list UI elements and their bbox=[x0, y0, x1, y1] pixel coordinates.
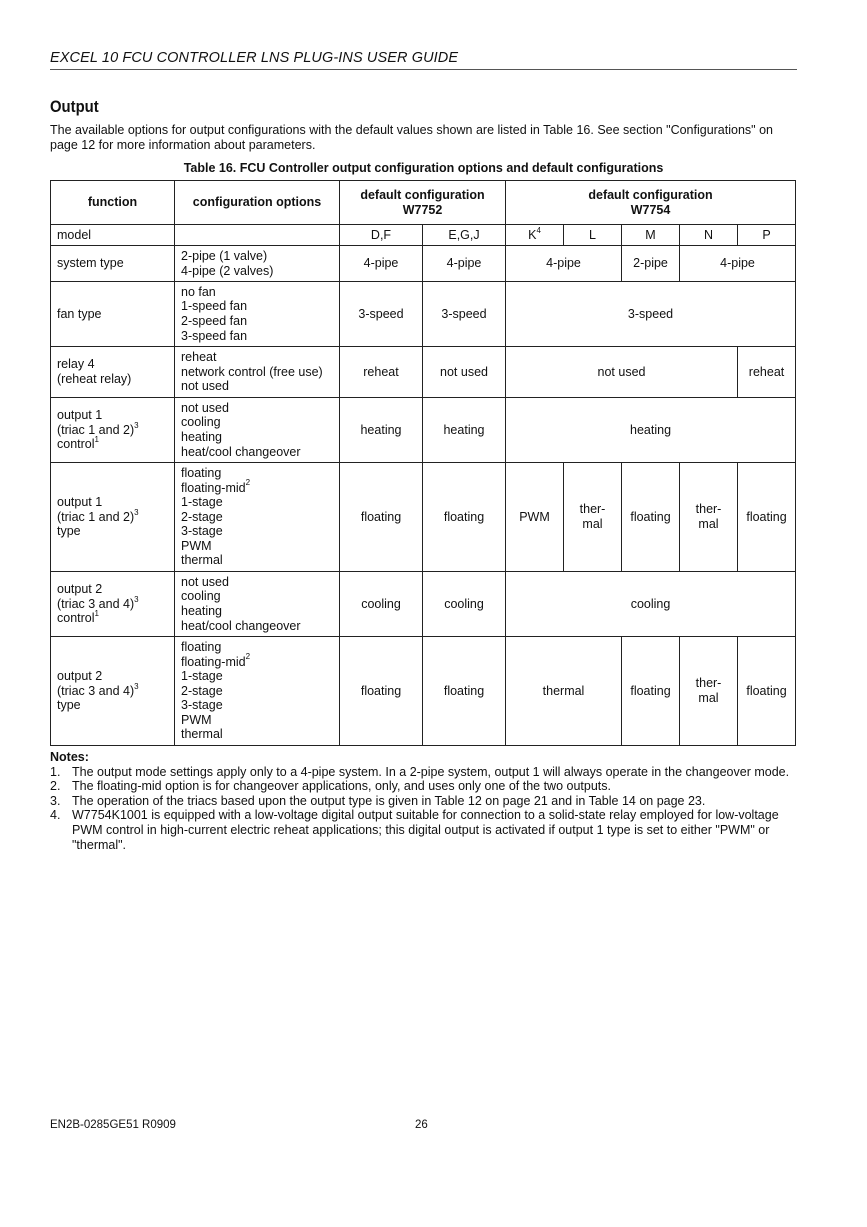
header-w7754-line2: W7754 bbox=[630, 202, 671, 217]
option-line: no fan bbox=[181, 284, 216, 299]
option-line: not used bbox=[181, 379, 229, 394]
option-text: floating-mid bbox=[181, 480, 246, 495]
label-line: output 2 bbox=[57, 582, 103, 597]
notes-section bbox=[50, 750, 800, 852]
running-header: EXCEL 10 FCU CONTROLLER LNS PLUG-INS USER GUIDE bbox=[50, 50, 459, 66]
cell-output1-type-df: floating bbox=[340, 463, 423, 572]
cell-output2-type-p: floating bbox=[738, 637, 796, 746]
header-w7752-line2: W7752 bbox=[402, 202, 443, 217]
footnote-ref: 2 bbox=[245, 652, 251, 662]
value-line: ther- bbox=[695, 502, 722, 517]
table-row-system-type bbox=[51, 246, 796, 282]
cell-output1-type-p: floating bbox=[738, 463, 796, 572]
cell-model-options bbox=[175, 225, 340, 246]
cell-output1-type-n bbox=[680, 463, 738, 572]
note-number: 2. bbox=[50, 779, 61, 794]
option-line: PWM bbox=[181, 712, 212, 727]
option-line: thermal bbox=[181, 727, 223, 742]
note-text: The floating-mid option is for changeover applications, only, and uses only one of the two outputs. bbox=[72, 779, 611, 794]
header-w7754-line1: default configuration bbox=[588, 187, 713, 202]
value-line: ther- bbox=[695, 676, 722, 691]
cell-relay4-options bbox=[175, 347, 340, 398]
model-k-text: K bbox=[528, 227, 537, 242]
label-line bbox=[57, 594, 168, 612]
cell-output1-type-options bbox=[175, 463, 340, 572]
note-text: The output mode settings apply only to a 4-pipe system. In a 2-pipe system, output 1 will always operate in the changeover mode. bbox=[72, 764, 790, 779]
cell-fan-type-options bbox=[175, 282, 340, 347]
cell-relay4-kn: not used bbox=[506, 347, 738, 398]
cell-model-l: L bbox=[564, 225, 622, 246]
cell-system-type-np: 4-pipe bbox=[680, 246, 796, 282]
cell-output1-control-egj: heating bbox=[423, 398, 506, 463]
option-line: cooling bbox=[181, 415, 221, 430]
cell-output2-control-df: cooling bbox=[340, 572, 423, 637]
row-label-output2-control bbox=[51, 572, 175, 637]
option-line: not used bbox=[181, 574, 229, 589]
value-line: mal bbox=[698, 691, 719, 705]
cell-model-n: N bbox=[680, 225, 738, 246]
output-config-table bbox=[50, 180, 796, 746]
cell-model-k bbox=[506, 225, 564, 246]
label-line bbox=[57, 437, 168, 452]
cell-output1-type-egj: floating bbox=[423, 463, 506, 572]
value-line: mal bbox=[698, 517, 719, 531]
row-label-output2-type bbox=[51, 637, 175, 746]
option-line: network control (free use) bbox=[181, 364, 323, 379]
label-text: (triac 3 and 4) bbox=[57, 683, 135, 698]
row-label-fan-type: fan type bbox=[51, 282, 175, 347]
cell-output2-control-options bbox=[175, 572, 340, 637]
cell-output1-control-options bbox=[175, 398, 340, 463]
note-number: 3. bbox=[50, 793, 61, 808]
footer-page-number: 26 bbox=[415, 1119, 428, 1131]
label-line bbox=[57, 507, 168, 525]
option-line: heating bbox=[181, 430, 223, 444]
label-line: type bbox=[57, 524, 81, 539]
option-line: PWM bbox=[181, 538, 212, 553]
row-label-system-type: system type bbox=[51, 246, 175, 282]
model-k-footnote: 4 bbox=[536, 225, 541, 235]
option-line: floating bbox=[181, 639, 222, 654]
table-row-output2-control bbox=[51, 572, 796, 637]
cell-system-type-df: 4-pipe bbox=[340, 246, 423, 282]
footnote-ref: 3 bbox=[134, 507, 139, 517]
option-line: heat/cool changeover bbox=[181, 444, 301, 459]
row-label-output1-type bbox=[51, 463, 175, 572]
option-line: 2-speed fan bbox=[181, 314, 248, 328]
cell-output1-type-k: PWM bbox=[506, 463, 564, 572]
cell-output1-control-df: heating bbox=[340, 398, 423, 463]
note-item bbox=[50, 808, 800, 852]
option-line: cooling bbox=[181, 589, 221, 604]
cell-output2-type-options bbox=[175, 637, 340, 746]
label-text: control bbox=[57, 611, 95, 626]
cell-relay4-df: reheat bbox=[340, 347, 423, 398]
note-item bbox=[50, 779, 800, 794]
label-line: (reheat relay) bbox=[57, 372, 132, 386]
cell-model-df: D,F bbox=[340, 225, 423, 246]
option-line: 1-stage bbox=[181, 495, 223, 510]
cell-system-type-options bbox=[175, 246, 340, 282]
cell-output2-type-m: floating bbox=[622, 637, 680, 746]
row-label-output1-control bbox=[51, 398, 175, 463]
cell-output1-control-w7754: heating bbox=[506, 398, 796, 463]
cell-output2-type-n bbox=[680, 637, 738, 746]
cell-system-type-kl: 4-pipe bbox=[506, 246, 622, 282]
cell-output2-type-kl: thermal bbox=[506, 637, 622, 746]
option-line: 1-stage bbox=[181, 669, 223, 684]
note-number: 1. bbox=[50, 764, 61, 779]
note-text: The operation of the triacs based upon the output type is given in Table 12 on page 21 and in Table 14 on page 23. bbox=[72, 793, 706, 808]
label-text: control bbox=[57, 437, 95, 452]
cell-output1-type-m: floating bbox=[622, 463, 680, 572]
label-line bbox=[57, 611, 168, 626]
col-header-w7754 bbox=[506, 181, 796, 225]
cell-relay4-egj: not used bbox=[423, 347, 506, 398]
footnote-ref: 3 bbox=[134, 420, 139, 430]
option-line: not used bbox=[181, 400, 229, 415]
option-text: floating-mid bbox=[181, 654, 246, 669]
cell-output2-type-egj: floating bbox=[423, 637, 506, 746]
table-row-relay4 bbox=[51, 347, 796, 398]
note-item bbox=[50, 765, 800, 780]
cell-fan-type-egj: 3-speed bbox=[423, 282, 506, 347]
label-text: (triac 3 and 4) bbox=[57, 596, 135, 611]
footnote-ref: 1 bbox=[94, 609, 99, 619]
footnote-ref: 3 bbox=[134, 594, 139, 604]
option-line bbox=[181, 652, 333, 670]
option-line: 4-pipe (2 valves) bbox=[181, 263, 274, 278]
cell-output2-control-egj: cooling bbox=[423, 572, 506, 637]
note-number: 4. bbox=[50, 808, 61, 823]
footnote-ref: 2 bbox=[245, 478, 251, 488]
option-line: 3-stage bbox=[181, 698, 223, 713]
cell-model-p: P bbox=[738, 225, 796, 246]
cell-fan-type-df: 3-speed bbox=[340, 282, 423, 347]
option-line: 3-speed fan bbox=[181, 328, 248, 343]
footnote-ref: 1 bbox=[94, 435, 99, 445]
value-line: mal bbox=[582, 517, 603, 531]
label-line bbox=[57, 420, 168, 438]
note-item bbox=[50, 794, 800, 809]
table-row-model bbox=[51, 225, 796, 246]
label-text: (triac 1 and 2) bbox=[57, 422, 135, 437]
label-line: relay 4 bbox=[57, 357, 95, 372]
header-w7752-line1: default configuration bbox=[360, 187, 485, 202]
option-line: 2-pipe (1 valve) bbox=[181, 248, 268, 263]
cell-relay4-p: reheat bbox=[738, 347, 796, 398]
header-rule bbox=[50, 69, 797, 70]
section-title: Output bbox=[50, 98, 99, 116]
col-header-w7752 bbox=[340, 181, 506, 225]
cell-system-type-m: 2-pipe bbox=[622, 246, 680, 282]
option-line: heating bbox=[181, 604, 223, 618]
note-text: W7754K1001 is equipped with a low-voltage digital output suitable for connection to a solid-state relay employed for low-voltage PWM control in high-current electric reheat applications; this digital output is activated if output 1 type is set to either "PWM" or "thermal". bbox=[72, 808, 779, 852]
cell-model-egj: E,G,J bbox=[423, 225, 506, 246]
option-line: 2-stage bbox=[181, 509, 223, 524]
option-line: heat/cool changeover bbox=[181, 618, 301, 633]
cell-output2-type-df: floating bbox=[340, 637, 423, 746]
table-caption: Table 16. FCU Controller output configuration options and default configurations bbox=[183, 161, 664, 175]
label-line: output 1 bbox=[57, 408, 103, 423]
notes-title: Notes: bbox=[50, 750, 89, 764]
intro-paragraph: The available options for output configurations with the default values shown are listed in Table 16. See section "Configurations" on page 12 for more information about parameters. bbox=[50, 123, 773, 152]
cell-output1-type-l bbox=[564, 463, 622, 572]
label-line: output 1 bbox=[57, 495, 103, 510]
value-line: ther- bbox=[579, 502, 606, 517]
option-line: 2-stage bbox=[181, 683, 223, 698]
row-label-relay4 bbox=[51, 347, 175, 398]
option-line: 1-speed fan bbox=[181, 299, 248, 314]
option-line: reheat bbox=[181, 350, 217, 365]
table-header-row bbox=[51, 181, 796, 225]
cell-fan-type-w7754: 3-speed bbox=[506, 282, 796, 347]
cell-system-type-egj: 4-pipe bbox=[423, 246, 506, 282]
footnote-ref: 3 bbox=[134, 681, 139, 691]
label-line: output 2 bbox=[57, 669, 103, 684]
table-row-output1-type bbox=[51, 463, 796, 572]
label-text: (triac 1 and 2) bbox=[57, 509, 135, 524]
label-line bbox=[57, 681, 168, 699]
option-line bbox=[181, 478, 333, 496]
table-row-output1-control bbox=[51, 398, 796, 463]
option-line: 3-stage bbox=[181, 524, 223, 539]
footer-doc-code: EN2B-0285GE51 R0909 bbox=[50, 1119, 176, 1131]
col-header-options: configuration options bbox=[175, 181, 340, 225]
option-line: thermal bbox=[181, 553, 223, 568]
cell-output2-control-w7754: cooling bbox=[506, 572, 796, 637]
table-row-output2-type bbox=[51, 637, 796, 746]
label-line: type bbox=[57, 698, 81, 713]
option-line: floating bbox=[181, 465, 222, 480]
col-header-function: function bbox=[51, 181, 175, 225]
row-label-model: model bbox=[51, 225, 175, 246]
table-row-fan-type bbox=[51, 282, 796, 347]
cell-model-m: M bbox=[622, 225, 680, 246]
